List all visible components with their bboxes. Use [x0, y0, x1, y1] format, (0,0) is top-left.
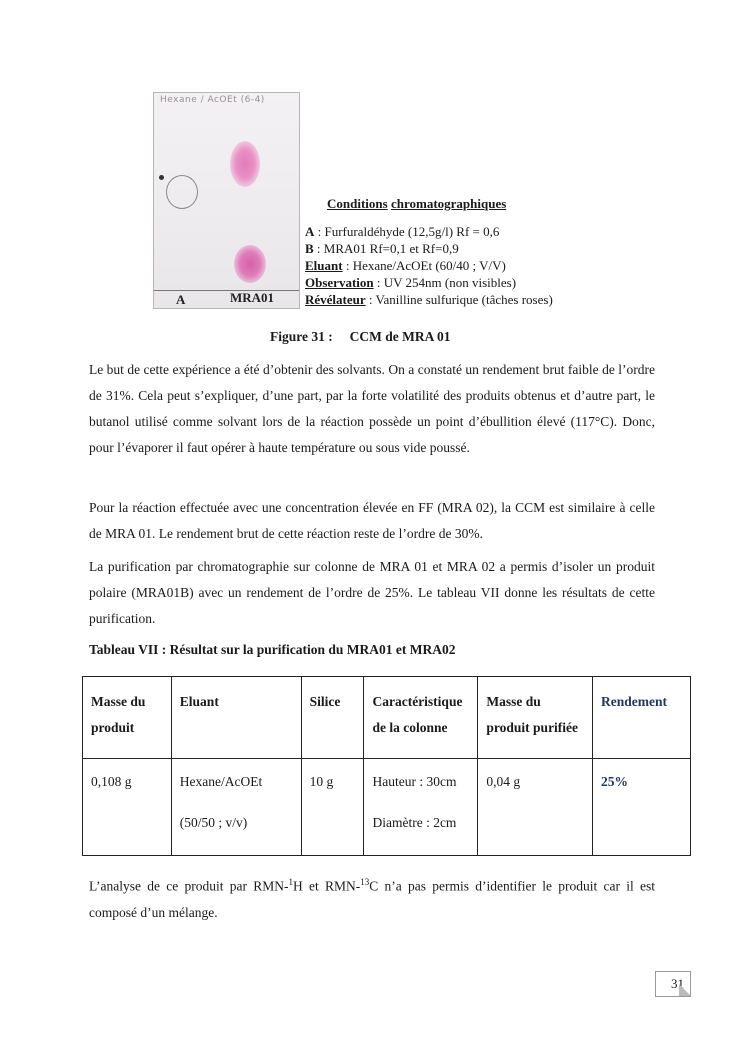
header-eluant: Eluant — [171, 677, 301, 759]
figure-caption: Figure 31 : CCM de MRA 01 — [270, 329, 451, 344]
table-row — [83, 759, 691, 856]
lane-mra01-label: MRA01 — [230, 290, 275, 305]
page-fold-icon — [679, 984, 691, 996]
header-caracteristique: Caractéristique de la colonne — [364, 677, 478, 759]
tlc-dot — [159, 175, 164, 180]
lane-a-label: A — [176, 292, 186, 307]
page-number: 31 — [655, 971, 691, 997]
header-silice: Silice — [301, 677, 364, 759]
header-masse: Masse du produit — [83, 677, 172, 759]
table-title: Tableau VII : Résultat sur la purification du MRA01 et MRA02 — [89, 642, 456, 657]
tlc-spot-upper — [230, 141, 260, 187]
tlc-plate-image — [153, 92, 300, 309]
paragraph-4: L’analyse de ce produit par RMN-$^1$H et RMN-$^{13}$C n’a pas permis d’identifier le produit car il est composé d’un mélange. — [89, 877, 656, 920]
results-table — [82, 676, 691, 856]
condition-revelateur: Révélateur : Vanilline sulfurique (tâches roses) — [305, 292, 553, 307]
paragraph-1: Le but de cette expérience a été d’obtenir des solvants. On a constaté un rendement brut faible de l’ordre de 31%. Cela peut s’expliquer, d’une part, par la forte volatilité des produits obtenus et d’autre part, le butanol utilisé comme solvant lors de la réaction possède un point d’ébullition élevé (117°C). Donc, pour l’évaporer il faut opérer à haute température ou sous vide poussé. — [89, 362, 655, 455]
cell-eluant: Hexane/AcOEt (50/50 ; v/v) — [171, 759, 301, 856]
table-header-row — [83, 677, 691, 759]
paragraph-2: Pour la réaction effectuée avec une concentration élevée en FF (MRA 02), la CCM est similaire à celle de MRA 01. Le rendement brut de cette réaction reste de l’ordre de 30%. — [89, 500, 655, 541]
condition-eluant: Eluant : Hexane/AcOEt (60/40 ; V/V) — [305, 258, 506, 273]
conditions-title: Conditions chromatographiques — [327, 196, 507, 211]
paragraph-3: La purification par chromatographie sur colonne de MRA 01 et MRA 02 a permis d’isoler un produit polaire (MRA01B) avec un rendement de l’ordre de 25%. Le tableau VII donne les résultats de cette purification. — [89, 559, 655, 626]
cell-silice: 10 g — [301, 759, 364, 856]
tlc-spot-lower — [234, 245, 266, 283]
plate-handwritten-label: Hexane / AcOEt (6-4) — [160, 95, 265, 105]
cell-masse: 0,108 g — [83, 759, 172, 856]
condition-b: B : MRA01 Rf=0,1 et Rf=0,9 — [305, 241, 459, 256]
condition-a: A : Furfuraldéhyde (12,5g/l) Rf = 0,6 — [305, 224, 500, 239]
tlc-baseline — [154, 290, 299, 291]
condition-observation: Observation : UV 254nm (non visibles) — [305, 275, 517, 290]
cell-rendement: 25% — [593, 759, 691, 856]
tlc-spot-circle — [166, 175, 198, 209]
header-masse-purifiee: Masse du produit purifiée — [478, 677, 593, 759]
cell-masse-purifiee: 0,04 g — [478, 759, 593, 856]
cell-caracteristique: Hauteur : 30cm Diamètre : 2cm — [364, 759, 478, 856]
header-rendement: Rendement — [593, 677, 691, 759]
